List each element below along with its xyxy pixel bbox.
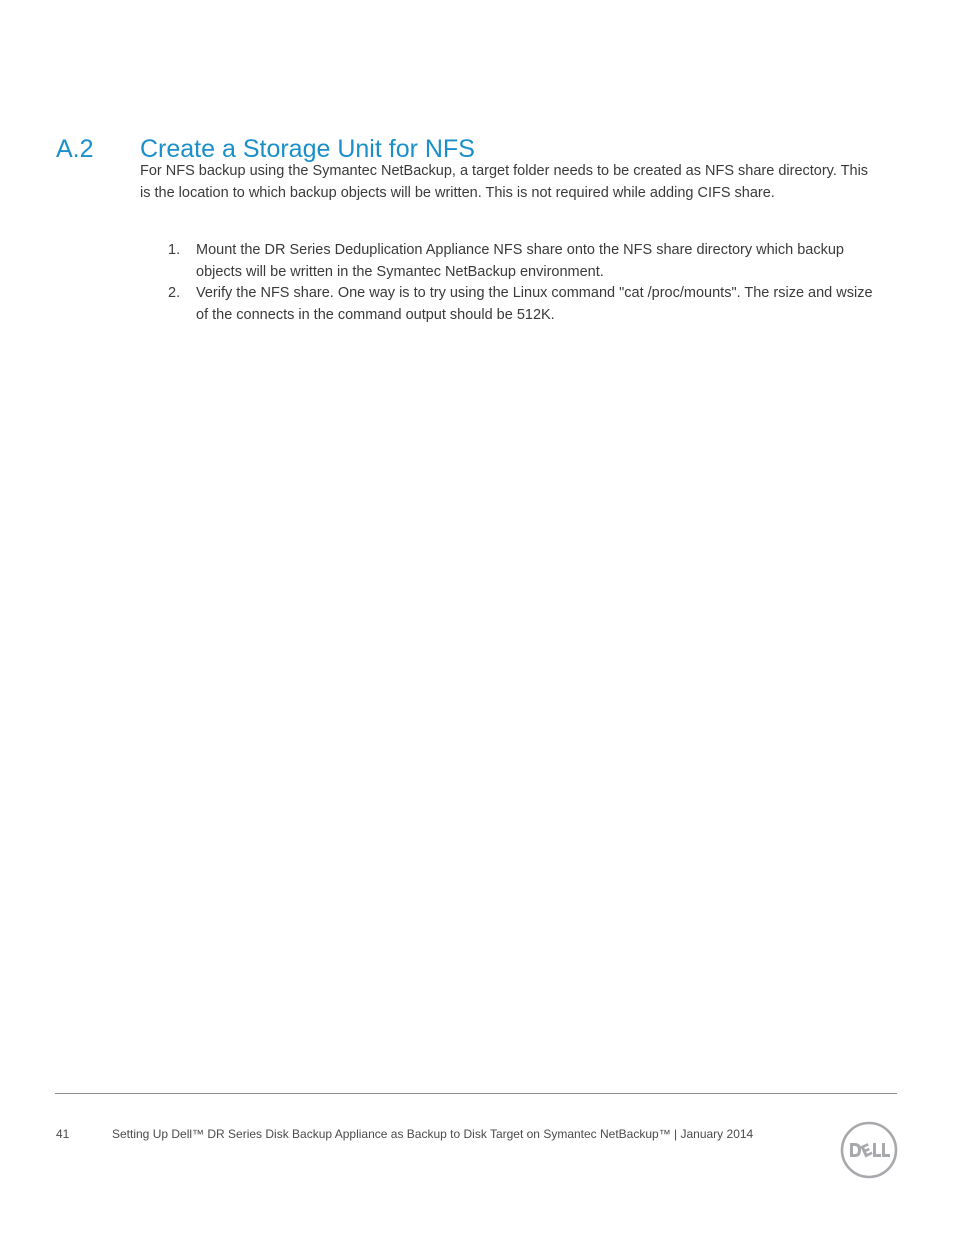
list-item: [140, 283, 880, 326]
intro-paragraph: For NFS backup using the Symantec NetBackup, a target folder needs to be created as NFS share directory. This is the location to which backup objects will be written. This is not required while adding CIFS share.: [140, 163, 869, 201]
dell-logo-icon: [840, 1121, 898, 1179]
footer-page-number: 41: [56, 1127, 70, 1141]
step-number: 1.: [168, 242, 181, 258]
step-text: Verify the NFS share. One way is to try using the Linux command "cat /proc/mounts". The rsize and wsize of the connects in the command output should be 512K.: [196, 285, 873, 323]
steps-list: [140, 240, 880, 326]
footer-text: Setting Up Dell™ DR Series Disk Backup Appliance as Backup to Disk Target on Symantec NetBackup™ | January 2014: [112, 1127, 754, 1141]
step-text: Mount the DR Series Deduplication Appliance NFS share onto the NFS share directory which backup objects will be written in the Symantec NetBackup environment.: [196, 242, 844, 280]
section-title: Create a Storage Unit for NFS: [140, 134, 475, 163]
footer-divider: [55, 1093, 897, 1094]
step-number: 2.: [168, 285, 181, 301]
list-item: [140, 240, 880, 283]
section-number: A.2: [56, 134, 94, 163]
